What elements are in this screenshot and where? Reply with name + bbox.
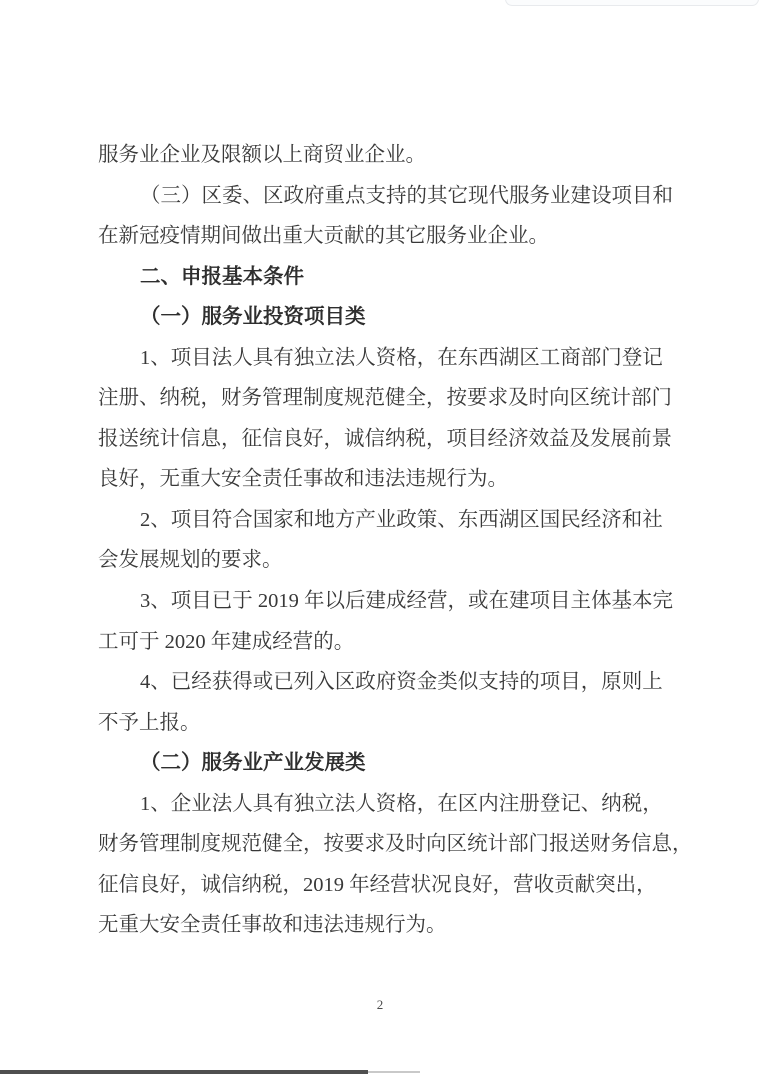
- scan-edge-line: [0, 1070, 368, 1074]
- text-line: 良好，无重大安全责任事故和违法违规行为。: [98, 468, 508, 491]
- text-line: 无重大安全责任事故和违法违规行为。: [98, 914, 447, 937]
- text-line: 财务管理制度规范健全，按要求及时向区统计部门报送财务信息，: [98, 833, 693, 856]
- text-line: 报送统计信息，征信良好，诚信纳税，项目经济效益及发展前景: [98, 427, 672, 450]
- section-heading-line: 二、申报基本条件: [140, 264, 304, 288]
- text-line: 注册、纳税，财务管理制度规范健全，按要求及时向区统计部门: [98, 387, 672, 410]
- text-line: 在新冠疫情期间做出重大贡献的其它服务业企业。: [98, 225, 549, 248]
- text-line: 2、项目符合国家和地方产业政策、东西湖区国民经济和社: [140, 508, 663, 531]
- text-line: 征信良好，诚信纳税，2019 年经营状况良好，营收贡献突出，: [98, 873, 657, 896]
- text-line: 3、项目已于 2019 年以后建成经营，或在建项目主体基本完: [140, 590, 673, 613]
- section-heading-line: （二）服务业产业发展类: [140, 751, 366, 775]
- text-line: 工可于 2020 年建成经营的。: [98, 630, 355, 653]
- text-line: （三）区委、区政府重点支持的其它现代服务业建设项目和: [140, 184, 673, 207]
- text-line: 1、项目法人具有独立法人资格，在东西湖区工商部门登记: [140, 346, 663, 369]
- text-line: 1、企业法人具有独立法人资格，在区内注册登记、纳税，: [140, 792, 663, 815]
- text-line: 会发展规划的要求。: [98, 549, 283, 572]
- page-number: 2: [376, 997, 384, 1012]
- text-line: 4、已经获得或已列入区政府资金类似支持的项目，原则上: [140, 671, 663, 694]
- text-line: 服务业企业及限额以上商贸业企业。: [98, 144, 426, 166]
- scan-edge-line-light: [368, 1071, 420, 1073]
- text-line: 不予上报。: [98, 711, 201, 734]
- section-heading-line: （一）服务业投资项目类: [140, 305, 366, 329]
- overlay-corner-fragment: [505, 0, 759, 6]
- text-block: [98, 135, 718, 946]
